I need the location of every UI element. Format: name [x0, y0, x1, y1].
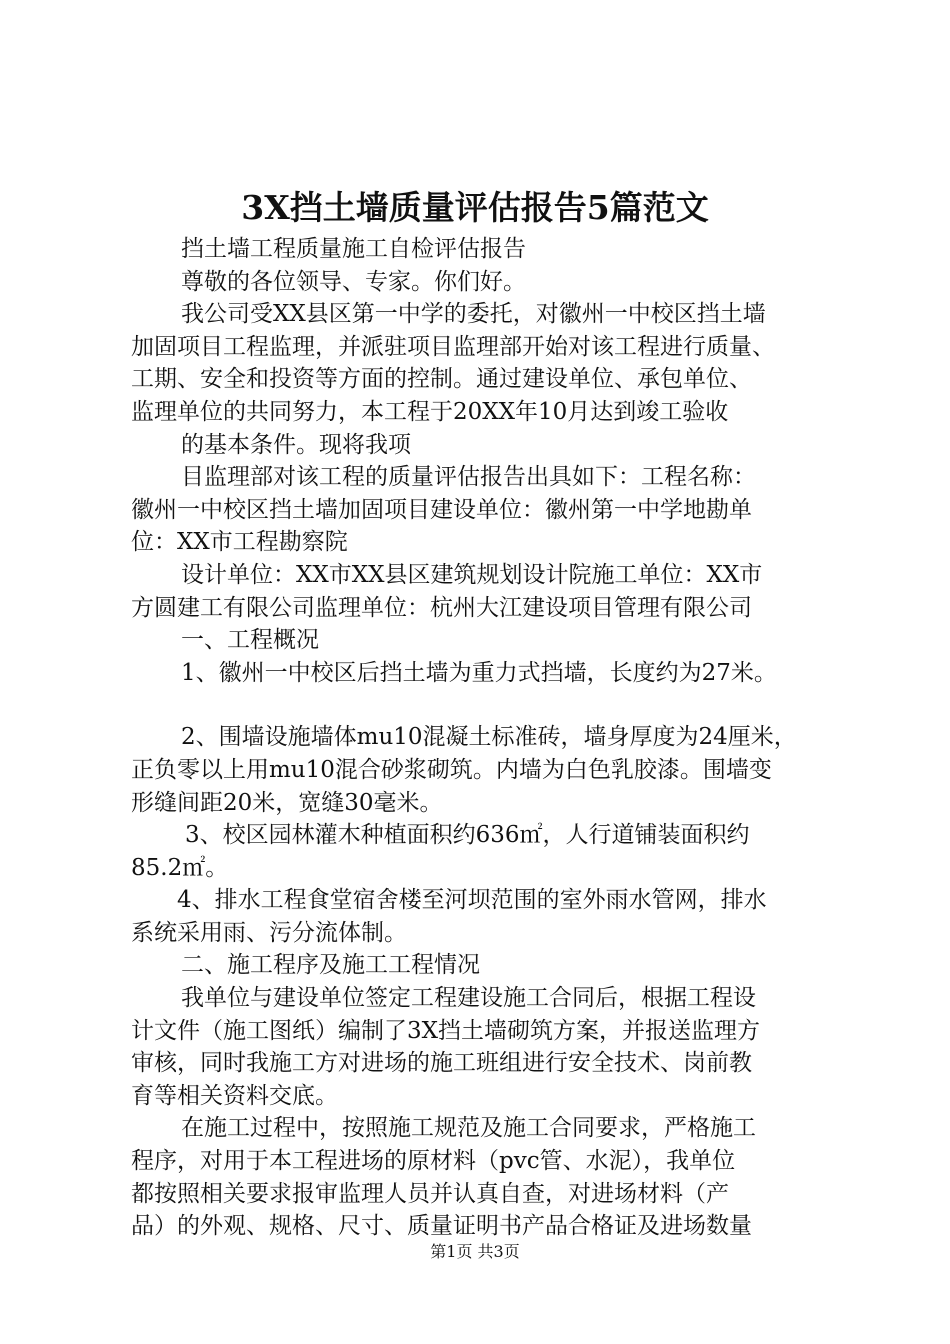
text-line: 位：XX市工程勘察院 — [131, 529, 348, 556]
text-line: 二、施工程序及施工工程情况 — [181, 952, 480, 979]
text-line: 监理单位的共同努力，本工程于20XX年10月达到竣工验收 — [131, 398, 729, 425]
text-line: 在施工过程中，按照施工规范及施工合同要求，严格施工 — [181, 1115, 756, 1142]
document-body — [131, 233, 843, 1243]
text-line: 方圆建工有限公司监理单位：杭州大江建设项目管理有限公司 — [131, 594, 752, 621]
text-line: 系统采用雨、污分流体制。 — [131, 919, 407, 946]
text-line: 审核，同时我施工方对进场的施工班组进行安全技术、岗前教 — [131, 1050, 752, 1077]
text-line: 3、校区园林灌木种植面积约636㎡，人行道铺装面积约 — [185, 822, 750, 849]
text-line: 挡土墙工程质量施工自检评估报告 — [181, 236, 526, 262]
text-line: 程序，对用于本工程进场的原材料（pvc管、水泥），我单位 — [131, 1148, 736, 1175]
text-line — [131, 689, 843, 721]
document-title: 3X挡土墙质量评估报告5篇范文 — [241, 188, 709, 227]
text-line: 2、围墙设施墙体mu10混凝土标准砖，墙身厚度为24厘米， — [181, 724, 797, 751]
text-line: 工期、安全和投资等方面的控制。通过建设单位、承包单位、 — [131, 366, 752, 393]
text-line: 的基本条件。现将我项 — [181, 431, 411, 458]
text-line: 正负零以上用mu10混合砂浆砌筑。内墙为白色乳胶漆。围墙变 — [131, 756, 772, 783]
text-line: 形缝间距20米，宽缝30毫米。 — [131, 789, 443, 816]
text-line: 加固项目工程监理，并派驻项目监理部开始对该工程进行质量、 — [131, 333, 775, 360]
text-line: 85.2㎡。 — [131, 854, 229, 881]
page-footer: 第1页 共3页 — [430, 1242, 520, 1261]
text-line: 目监理部对该工程的质量评估报告出具如下：工程名称： — [181, 464, 756, 491]
text-line: 计文件（施工图纸）编制了3X挡土墙砌筑方案，并报送监理方 — [131, 1017, 761, 1044]
text-line: 我公司受XX县区第一中学的委托，对徽州一中校区挡土墙 — [181, 301, 766, 328]
text-line: 4、排水工程食堂宿舍楼至河坝范围的室外雨水管网，排水 — [177, 887, 767, 914]
text-line: 一、工程概况 — [181, 627, 319, 654]
text-line: 设计单位：XX市XX县区建筑规划设计院施工单位：XX市 — [181, 561, 763, 588]
text-line: 尊敬的各位领导、专家。你们好。 — [181, 268, 526, 295]
text-line: 品）的外观、规格、尺寸、质量证明书产品合格证及进场数量 — [131, 1213, 752, 1240]
text-line: 1、徽州一中校区后挡土墙为重力式挡墙，长度约为27米。 — [181, 659, 777, 686]
text-line: 都按照相关要求报审监理人员并认真自查，对进场材料（产 — [131, 1180, 729, 1207]
text-line: 徽州一中校区挡土墙加固项目建设单位：徽州第一中学地勘单 — [131, 496, 752, 523]
text-line: 育等相关资料交底。 — [131, 1082, 338, 1109]
text-line: 我单位与建设单位签定工程建设施工合同后，根据工程设 — [181, 985, 756, 1012]
